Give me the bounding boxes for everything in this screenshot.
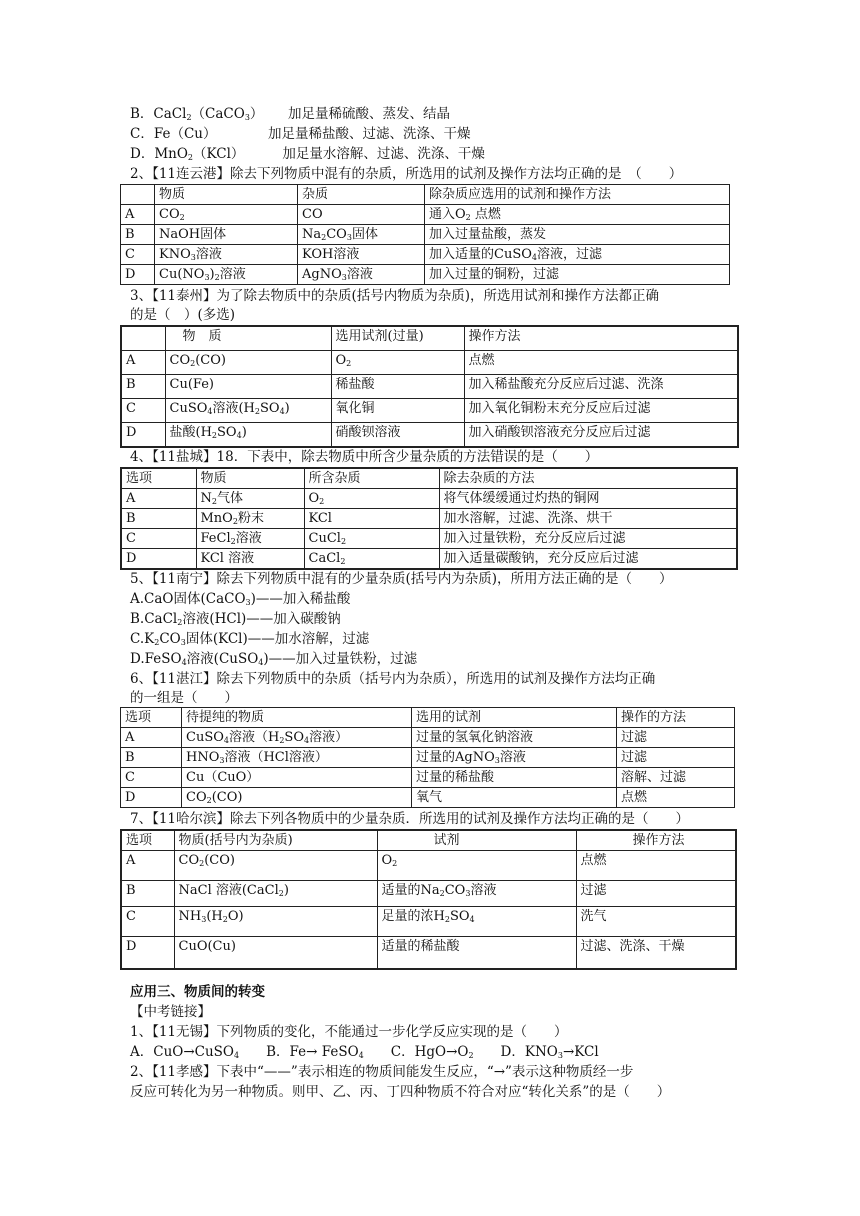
table-row [121,509,737,529]
table-row [121,225,730,245]
table-cell: 试剂 [377,830,576,851]
table-cell: A [121,205,155,225]
table-cell: FeCl$_2$溶液 [196,529,304,549]
table-cell: 适量的稀盐酸 [377,937,576,970]
table-cell [121,185,155,205]
table-header-row [121,708,735,728]
table-cell: 物质(括号内为杂质) [174,830,377,851]
text-line: 反应可转化为另一种物质。则甲、乙、丙、丁四种物质不符合对应“转化关系”的是（ ） [130,1084,671,1100]
table-cell: 稀盐酸 [331,375,464,399]
table-row [121,728,735,748]
table-cell: 通入$O_2$ 点燃 [425,205,730,225]
table-cell: B [121,375,165,399]
table-row [121,748,735,768]
table-cell: CaCl$_2$ [304,549,439,570]
table-row [121,851,736,881]
table-cell: 过滤 [576,881,736,907]
table-cell: B [121,509,196,529]
table-header-row [121,468,737,489]
table-row [121,265,730,285]
text-line: A.CaO固体(CaCO$_3$)——加入稀盐酸 [130,591,351,607]
table-cell: NaCl 溶液(CaCl$_2$) [174,881,377,907]
table-row [121,907,736,937]
text-line: 【中考链接】 [130,1004,211,1020]
table-row [121,351,738,375]
table-row [121,768,735,788]
table-cell: 操作方法 [464,326,738,351]
question-table [120,184,730,285]
table-cell: $CO_2(CO)$ [165,351,331,375]
text-line: 3、【11泰州】为了除去物质中的杂质(括号内物质为杂质)，所选用试剂和操作方法都正确 [130,288,660,304]
table-cell: $CO_2(CO)$ [174,851,377,881]
table-cell: B [121,748,182,768]
table-cell: 氧气 [412,788,617,808]
table-cell: 硝酸钡溶液 [331,423,464,448]
question-table [120,707,735,808]
table-cell: 待提纯的物质 [182,708,412,728]
table-cell: CuSO$_4$溶液$(H_2SO_4)$ [165,399,331,423]
table-cell: CO [298,205,425,225]
table-cell: MnO$_2$粉末 [196,509,304,529]
table-cell: 操作方法 [576,830,736,851]
table-cell: $KNO_3$溶液 [155,245,298,265]
table-cell: C [121,529,196,549]
table-row [121,399,738,423]
table-cell: 点燃 [617,788,735,808]
table-cell: 物质 [155,185,298,205]
text-line: 4、【11盐城】18．下表中，除去物质中所含少量杂质的方法错误的是（ ） [130,449,599,465]
table-cell: C [121,245,155,265]
table-cell: 适量的$Na_2CO_3$溶液 [377,881,576,907]
table-cell: 加入适量的CuSO$_4$溶液，过滤 [425,245,730,265]
table-row [121,529,737,549]
table-cell: 盐酸$(H_2SO_4)$ [165,423,331,448]
table-cell: 加入适量碳酸钠，充分反应后过滤 [439,549,737,570]
table-cell: 加水溶解，过滤、洗涤、烘干 [439,509,737,529]
table-cell: CuCl$_2$ [304,529,439,549]
table-cell: 加入氧化铜粉末充分反应后过滤 [464,399,738,423]
table-cell: 选项 [121,830,174,851]
table-cell: KCl [304,509,439,529]
table-cell: 加入过量铁粉，充分反应后过滤 [439,529,737,549]
text-line: A．CuO→CuSO$_4$ B．Fe→ FeSO$_4$ C．$HgO\to O_2$ D．$KNO_3\to KCl$ [130,1044,599,1060]
table-cell: B [121,881,174,907]
text-line: B.CaCl$_2$溶液(HCl)——加入碳酸钠 [130,611,341,627]
table-cell: $Cu(NO_3)_2$溶液 [155,265,298,285]
table-cell: $NH_3(H_2O)$ [174,907,377,937]
table-cell: 点燃 [464,351,738,375]
table-row [121,937,736,970]
text-line: 1、【11无锡】下列物质的变化，不能通过一步化学反应实现的是（ ） [130,1024,568,1040]
table-cell: C [121,768,182,788]
text-line: 7、【11哈尔滨】除去下列各物质中的少量杂质．所选用的试剂及操作方法均正确的是（ ） [130,811,690,827]
table-row [121,245,730,265]
table-header-row [121,326,738,351]
table-row [121,205,730,225]
question-table [120,829,737,970]
table-cell: 操作的方法 [617,708,735,728]
table-cell: $HNO_3$溶液（HCl溶液） [182,748,412,768]
table-cell: Cu(Fe) [165,375,331,399]
text-line: 2、【11孝感】下表中“——”表示相连的物质间能发生反应，“→”表示这种物质经一步 [130,1064,634,1080]
table-cell: KOH溶液 [298,245,425,265]
table-cell: CuSO$_4$溶液（$H_2SO_4$溶液） [182,728,412,748]
table-cell: NaOH固体 [155,225,298,245]
text-line: 2、【11连云港】除去下列物质中混有的杂质，所选用的试剂及操作方法均正确的是 （ ） [130,166,683,182]
table-cell: 所含杂质 [304,468,439,489]
table-cell: A [121,851,174,881]
table-cell: A [121,489,196,509]
table-cell: 足量的浓$H_2SO_4$ [377,907,576,937]
table-row [121,375,738,399]
table-cell: $O_2$ [377,851,576,881]
table-cell: KCl 溶液 [196,549,304,570]
text-line: C．Fe（Cu） 加足量稀盐酸、过滤、洗涤、干燥 [130,126,471,142]
table-cell: 加入过量的铜粉，过滤 [425,265,730,285]
table-cell: 过量的稀盐酸 [412,768,617,788]
table-cell: C [121,907,174,937]
table-cell: 过滤 [617,728,735,748]
table-cell: 除杂质应选用的试剂和操作方法 [425,185,730,205]
table-cell: 选用的试剂 [412,708,617,728]
table-cell: CuO(Cu) [174,937,377,970]
table-cell: D [121,423,165,448]
table-cell: $Na_2CO_3$固体 [298,225,425,245]
table-cell: 选用试剂(过量) [331,326,464,351]
table-cell: 点燃 [576,851,736,881]
table-cell: D [121,265,155,285]
text-line: 应用三、物质间的转变 [130,984,265,1000]
table-cell: $CO_2$ [155,205,298,225]
question-table [120,467,738,570]
text-line: 6、【11湛江】除去下列物质中的杂质（括号内为杂质），所选用的试剂及操作方法均正确 [130,671,656,687]
table-cell: D [121,937,174,970]
table-row [121,881,736,907]
text-line: 的一组是（ ） [130,690,238,706]
table-cell: 物 质 [165,326,331,351]
table-cell: $N_2$气体 [196,489,304,509]
table-cell: 除去杂质的方法 [439,468,737,489]
table-cell: AgNO$_3$溶液 [298,265,425,285]
table-cell: 过量的氢氧化钠溶液 [412,728,617,748]
table-cell: $O_2$ [331,351,464,375]
table-cell: 过量的AgNO$_3$溶液 [412,748,617,768]
text-line: B．CaCl$_2$（CaCO$_3$） 加足量稀硫酸、蒸发、结晶 [130,106,450,122]
table-cell: 加入稀盐酸充分反应后过滤、洗涤 [464,375,738,399]
table-header-row [121,185,730,205]
table-cell: 杂质 [298,185,425,205]
table-cell: C [121,399,165,423]
text-line: D．MnO$_2$（KCl） 加足量水溶解、过滤、洗涤、干燥 [130,146,485,162]
table-cell: $O_2$ [304,489,439,509]
table-cell: 加入硝酸钡溶液充分反应后过滤 [464,423,738,448]
table-cell: 物质 [196,468,304,489]
table-header-row [121,830,736,851]
table-cell: 过滤、洗涤、干燥 [576,937,736,970]
table-row [121,549,737,570]
table-cell: A [121,351,165,375]
text-line: 5、【11南宁】除去下列物质中混有的少量杂质(括号内为杂质)，所用方法正确的是（ ） [130,571,673,587]
table-cell: 过滤 [617,748,735,768]
table-row [121,489,737,509]
table-cell: $CO_2(CO)$ [182,788,412,808]
table-cell [121,326,165,351]
table-cell: 选项 [121,468,196,489]
table-cell: D [121,788,182,808]
table-cell: 溶解、过滤 [617,768,735,788]
table-cell: Cu（CuO） [182,768,412,788]
table-cell: 加入过量盐酸，蒸发 [425,225,730,245]
text-line: $C.K_2CO_3$固体(KCl)——加水溶解，过滤 [130,631,370,647]
question-table [120,325,739,448]
table-cell: B [121,225,155,245]
table-cell: 将气体缓缓通过灼热的铜网 [439,489,737,509]
table-cell: 氧化铜 [331,399,464,423]
table-cell: 洗气 [576,907,736,937]
table-cell: 选项 [121,708,182,728]
table-cell: A [121,728,182,748]
table-row [121,423,738,448]
text-line: 的是（ ）(多选) [130,307,236,323]
table-cell: D [121,549,196,570]
text-line: D.FeSO$_4$溶液(CuSO$_4$)——加入过量铁粉，过滤 [130,651,418,667]
table-row [121,788,735,808]
